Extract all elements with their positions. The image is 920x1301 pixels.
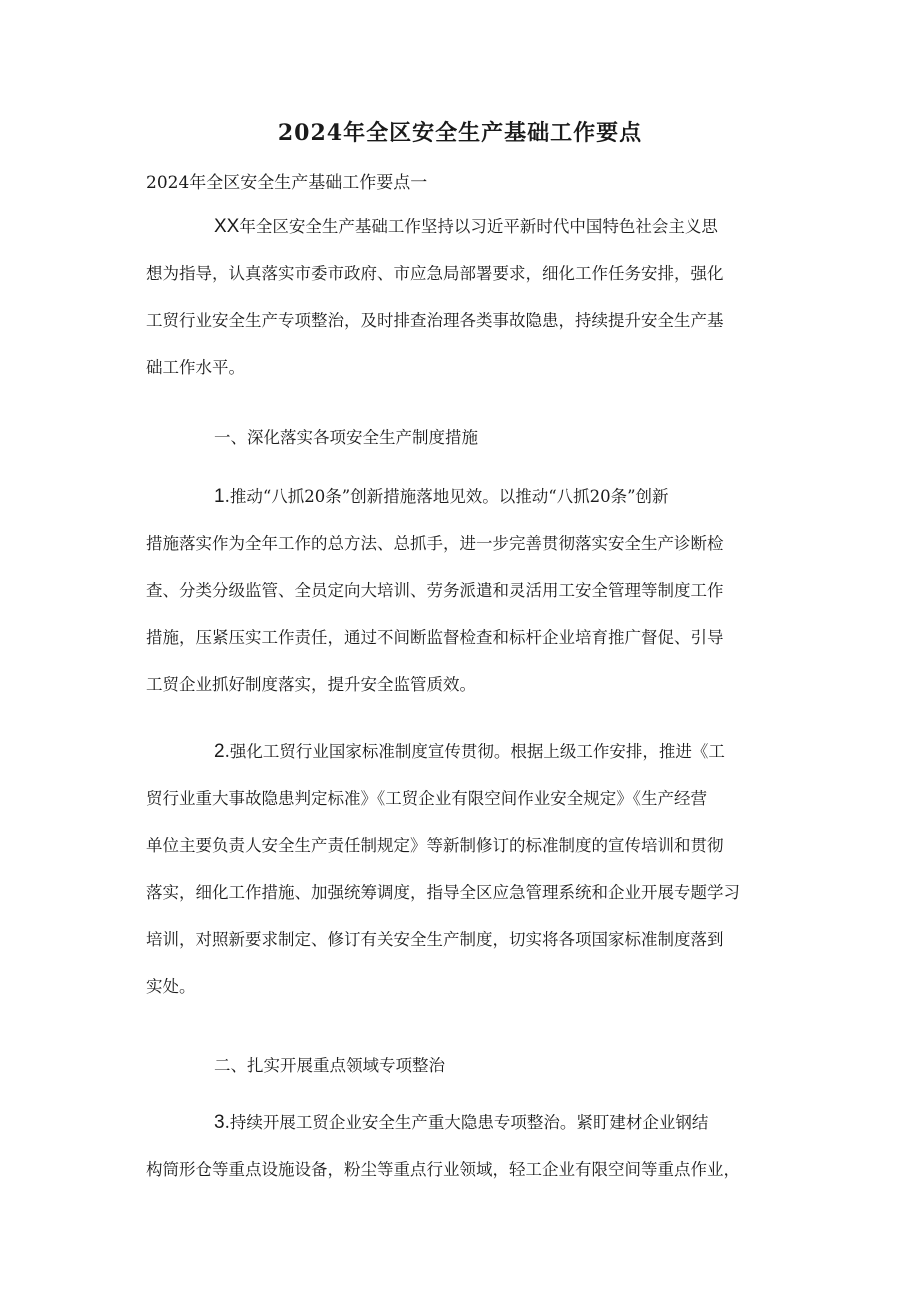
- item-3-number: 3: [214, 1112, 225, 1133]
- intro-line-4: 础工作水平。: [146, 358, 245, 377]
- item-2-line-3: 单位主要负责人安全生产责任制规定》等新制修订的标准制度的宣传培训和贯彻: [146, 836, 724, 855]
- document-subtitle: 2024年全区安全生产基础工作要点一: [146, 173, 428, 193]
- intro-line-3: 工贸行业安全生产专项整治，及时排查治理各类事故隐患，持续提升安全生产基: [146, 311, 724, 330]
- item-2-number: 2: [214, 741, 225, 762]
- item-2-paragraph: [146, 737, 806, 1019]
- intro-line-1: XX年全区安全生产基础工作坚持以习近平新时代中国特色社会主义思: [214, 216, 718, 237]
- item-1-line-3: 查、分类分级监管、全员定向大培训、劳务派遣和灵活用工安全管理等制度工作: [146, 581, 724, 600]
- item-2-line-5: 培训，对照新要求制定、修订有关安全生产制度，切实将各项国家标准制度落到: [146, 930, 724, 949]
- section-heading-1: 一、深化落实各项安全生产制度措施: [214, 428, 478, 447]
- item-1-paragraph: [146, 482, 806, 717]
- intro-lead: XX: [214, 216, 240, 237]
- document-title: 2024年全区安全生产基础工作要点: [277, 120, 643, 146]
- item-3-line-2: 构筒形仓等重点设施设备，粉尘等重点行业领域，轻工企业有限空间等重点作业，: [146, 1160, 740, 1179]
- item-2-line-1: 2.强化工贸行业国家标准制度宣传贯彻。根据上级工作安排，推进《工: [214, 741, 725, 762]
- item-2-line-4: 落实，细化工作措施、加强统筹调度，指导全区应急管理系统和企业开展专题学习: [146, 883, 740, 902]
- item-1-line-2: 措施落实作为全年工作的总方法、总抓手，进一步完善贯彻落实安全生产诊断检: [146, 534, 724, 553]
- item-1-line-1: 1.推动“八抓20条”创新措施落地见效。以推动“八抓20条”创新: [214, 486, 669, 507]
- item-3-line-1: 3.持续开展工贸企业安全生产重大隐患专项整治。紧盯建材企业钢结: [214, 1112, 709, 1133]
- item-2-line-6: 实处。: [146, 977, 196, 996]
- item-3-paragraph: [146, 1108, 806, 1202]
- item-1-number: 1: [214, 486, 225, 507]
- section-heading-2: 二、扎实开展重点领域专项整治: [214, 1056, 445, 1075]
- item-2-line-2: 贸行业重大事故隐患判定标准》《工贸企业有限空间作业安全规定》《生产经营: [146, 789, 707, 808]
- intro-line-2: 想为指导，认真落实市委市政府、市应急局部署要求，细化工作任务安排，强化: [146, 264, 724, 283]
- item-1-line-5: 工贸企业抓好制度落实，提升安全监管质效。: [146, 675, 476, 694]
- intro-paragraph: [146, 212, 806, 400]
- item-1-line-4: 措施，压紧压实工作责任，通过不间断监督检查和标杆企业培育推广督促、引导: [146, 628, 724, 647]
